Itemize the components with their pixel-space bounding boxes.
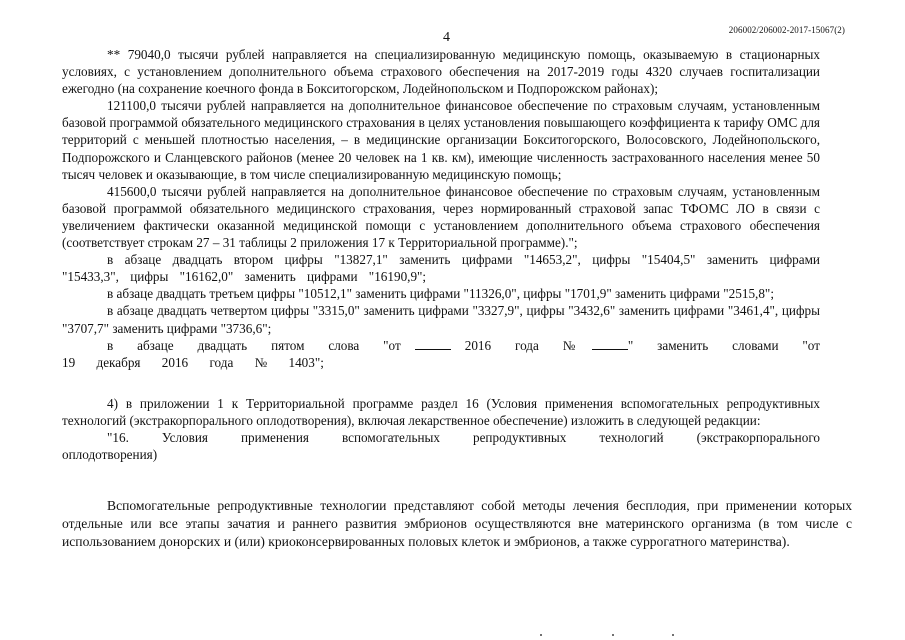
paragraph-coefficient-funding: 121100,0 тысячи рублей направляется на дополнительное финансовое обеспечение по страховым случаям, установленным базовой программой обязательного медицинского страхования в целях установления повышающего коэффициента к тарифу ОМС для территорий с меньшей плотностью населения, – в медицинские организации Бокситогорского, Волосовского, Лодейнопольского, Подпорожского и Сланцевского районов (менее 20 человек на 1 кв. км), имеющие численность застрахованного населения менее 50 тысяч человек и оказывающие, в том числе специализированную медицинскую помощь; xyxy=(62,98,820,182)
scan-speck xyxy=(612,634,614,636)
paragraph-art-definition: Вспомогательные репродуктивные технологии представляют собой методы лечения бесплодия, при применении которых отдельные или все этапы зачатия и раннего развития эмбрионов осуществляются вне материнского организма (в том числе с использованием донорских и (или) криоконсервированных половых клеток и эмбрионов, а также суррогатного материнства). xyxy=(62,498,852,549)
blank-underline xyxy=(415,338,451,350)
paragraph-abzac-24: в абзаце двадцать четвертом цифры "3315,0" заменить цифрами "3327,9", цифры "3432,6" заменить цифрами "3461,4", цифры "3707,7" заменить цифрами "3736,6"; xyxy=(62,303,820,336)
paragraph-abzac-22: в абзаце двадцать втором цифры "13827,1" заменить цифрами "14653,2", цифры "15404,5" заменить цифрами "15433,3", цифры "16162,0" заменить цифрами "16190,9"; xyxy=(62,252,820,285)
paragraph-insurance-reserve: 415600,0 тысячи рублей направляется на дополнительное финансовое обеспечение по страховым случаям, установленным базовой программой обязательного медицинского страхования, через нормированный страховой запас ТФОМС ЛО в связи с увеличением фактически оказанной медицинской помощи с установлением дополнительного объема страхового обеспечения (соответствует строкам 27 – 31 таблицы 2 приложения 17 к Территориальной программе)."; xyxy=(62,183,820,251)
section-16-block xyxy=(62,395,820,463)
abzac-25-part-3: " заменить словами "от 19 декабря 2016 года № 1403"; xyxy=(62,337,820,370)
section-16-heading: "16. Условия применения вспомогательных репродуктивных технологий (экстракорпорального оплодотворения) xyxy=(62,430,820,463)
paragraph-abzac-23: в абзаце двадцать третьем цифры "10512,1" заменить цифрами "11326,0", цифры "1701,9" заменить цифрами "2515,8"; xyxy=(107,286,774,302)
scan-speck xyxy=(540,634,542,636)
abzac-25-part-1: в абзаце двадцать пятом слова "от xyxy=(107,337,401,353)
paragraph-appendix-1: 4) в приложении 1 к Территориальной программе раздел 16 (Условия применения вспомогательных репродуктивных технологий (экстракорпорального оплодотворения), включая лекарственное обеспечение) изложить в следующей редакции: xyxy=(62,396,820,429)
abzac-25-part-2: 2016 года № xyxy=(464,337,578,353)
paragraph-specialized-care: ** 79040,0 тысячи рублей направляется на специализированную медицинскую помощь, оказываемую в стационарных условиях, с установлением дополнительного объема страхового обеспечения на 2017-2019 годы 4320 случаев госпитализации ежегодно (на сохранение коечного фонда в Бокситогорском, Лодейнопольском и Подпорожском районах); xyxy=(62,47,820,97)
scan-speck xyxy=(672,634,674,636)
page-number: 4 xyxy=(443,30,450,45)
document-code: 206002/206002-2017-15067(2) xyxy=(728,25,845,35)
art-description-block xyxy=(62,497,852,550)
blank-underline xyxy=(592,338,628,350)
paragraph-abzac-25 xyxy=(62,337,820,371)
amendment-text-block xyxy=(62,46,820,371)
